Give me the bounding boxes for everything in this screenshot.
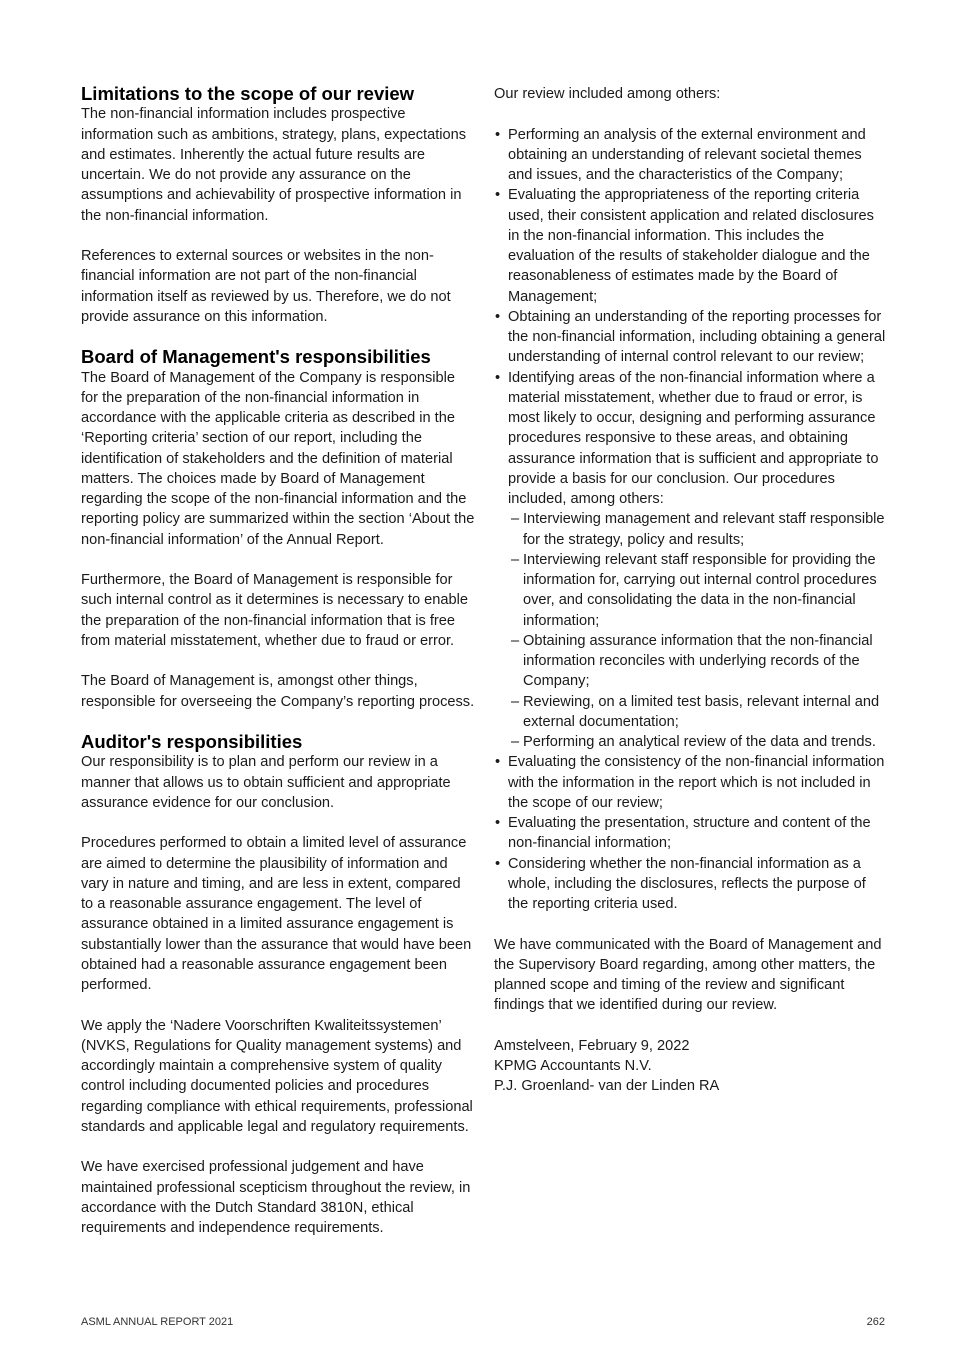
paragraph: The Board of Management is, amongst other things, responsible for overseeing the Company’s reporting process.: [81, 673, 475, 710]
signature-block: [494, 1036, 889, 1097]
place-date: Amstelveen, February 9, 2022: [494, 1037, 690, 1054]
sub-list-item: – Reviewing, on a limited test basis, relevant internal and external documentation;: [509, 692, 889, 733]
left-column: [81, 84, 476, 1238]
intro-text: Our review included among others:: [494, 86, 721, 102]
paragraph: We apply the ‘Nadere Voorschriften Kwaliteitssystemen’ (NVKS, Regulations for Quality management systems) and accordingly maintain a comprehensive system of quality control including documented policies and procedures regarding compliance with ethical requirements, professional standards and applicable legal and regulatory requirements.: [81, 1017, 473, 1135]
paragraph: The non-financial information includes prospective information such as ambitions, strategy, plans, expectations and estimates. Inherently the actual future results are uncertain. We do not provide any assurance on the assumptions and achievability of prospective information in the non-financial information.: [81, 106, 467, 224]
paragraph: Our responsibility is to plan and perform our review in a manner that allows us to obtain sufficient and appropriate assurance evidence for our conclusion.: [81, 754, 451, 811]
list-item: • Evaluating the consistency of the non-financial information with the information in the report which is not included in the scope of our review;: [494, 752, 889, 813]
sub-list-item: – Interviewing relevant staff responsible for providing the information for, carrying out internal control procedures over, and consolidating the data in the non-financial information;: [509, 550, 889, 631]
closing-paragraph: We have communicated with the Board of Management and the Supervisory Board regarding, among other matters, the planned scope and timing of the review and significant findings that we identified during our review.: [494, 936, 882, 1014]
paragraph: Furthermore, the Board of Management is responsible for such internal control as it determines is necessary to enable the preparation of the non-financial information that is free from material misstatement, whether due to fraud or error.: [81, 572, 468, 649]
list-item: • Obtaining an understanding of the reporting processes for the non-financial information, including obtaining a general understanding of internal control relevant to our review;: [494, 307, 889, 368]
firm-name: KPMG Accountants N.V.: [494, 1058, 652, 1074]
paragraph: The Board of Management of the Company is responsible for the preparation of the non-financial information in accordance with the applicable criteria as described in the ‘Reporting criteria’ section of our report, including the identification of stakeholders and the definition of material matters. The choices made by Board of Management regarding the scope of the non-financial information and the reporting policy are summarized within the section ‘About the non-financial information’ of the Annual Report.: [81, 369, 475, 548]
procedures-list: [494, 125, 889, 915]
list-item: • Considering whether the non-financial information as a whole, including the disclosures, reflects the purpose of the reporting criteria used.: [494, 854, 889, 915]
section-heading: Auditor's responsibilities: [81, 731, 303, 752]
paragraph: Procedures performed to obtain a limited level of assurance are aimed to determine the plausibility of information and vary in nature and timing, and are less in extent, compared to a reasonable assurance engagement. The level of assurance obtained in a limited assurance engagement is substantially lower than the assurance that would have been obtained had a reasonable assurance engagement been performed.: [81, 835, 472, 993]
section-heading: Board of Management's responsibilities: [81, 346, 431, 368]
page-footer: [81, 1316, 885, 1328]
signer-name: P.J. Groenland- van der Linden RA: [494, 1078, 720, 1095]
list-item-text: Identifying areas of the non-financial information where a material misstatement, whether due to fraud or error, is most likely to occur, designing and performing assurance procedures responsive to these areas, and obtaining assurance information that is sufficient and appropriate to provide a basis for our conclusion. Our procedures included, among others:: [508, 369, 879, 507]
paragraph: We have exercised professional judgement and have maintained professional scepticism throughout the review, in accordance with the Dutch Standard 3810N, ethical requirements and independence requirements.: [81, 1159, 471, 1236]
sub-procedures-list: [509, 509, 889, 752]
report-title: ASML ANNUAL REPORT 2021: [81, 1316, 234, 1328]
page-number: 262: [866, 1316, 885, 1328]
list-item: • Evaluating the presentation, structure and content of the non-financial information;: [494, 813, 889, 854]
list-item: [494, 368, 889, 753]
paragraph: References to external sources or websites in the non-financial information are not part of the non-financial information itself as reviewed by us. Therefore, we do not provide assurance on this information.: [81, 248, 451, 325]
right-column: [494, 84, 889, 1097]
sub-list-item: – Performing an analytical review of the data and trends.: [509, 732, 889, 752]
sub-list-item: – Interviewing management and relevant staff responsible for the strategy, policy and results;: [509, 509, 889, 550]
list-item: • Evaluating the appropriateness of the reporting criteria used, their consistent application and related disclosures in the non-financial information. This includes the evaluation of the results of stakeholder dialogue and the reasonableness of estimates made by the Board of Management;: [494, 185, 889, 307]
section-heading: Limitations to the scope of our review: [81, 83, 415, 104]
sub-list-item: – Obtaining assurance information that the non-financial information reconciles with underlying records of the Company;: [509, 631, 889, 692]
list-item: • Performing an analysis of the external environment and obtaining an understanding of relevant societal themes and issues, and the characteristics of the Company;: [494, 125, 889, 186]
